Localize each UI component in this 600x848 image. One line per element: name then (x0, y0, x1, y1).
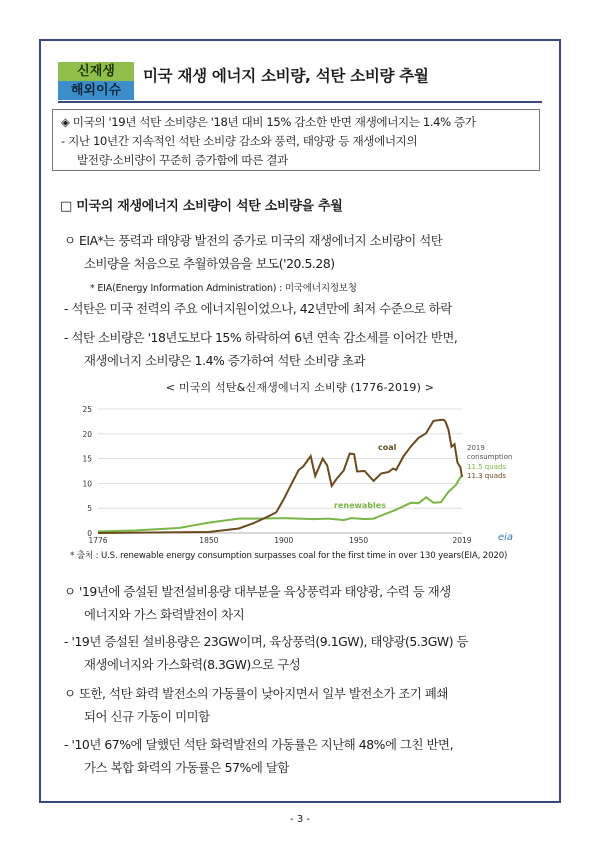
coal-series-line (98, 420, 462, 533)
year-2019-label: 2019 (467, 444, 485, 452)
summary-line-3: 발전량·소비량이 꾸준히 증가함에 따른 결과 (77, 153, 288, 167)
chart-source: * 출처 : U.S. renewable energy consumption surpasses coal for the first time in over 130 years(EIA, 2020) (70, 551, 508, 561)
page-title: 미국 재생 에너지 소비량, 석탄 소비량 추월 (143, 67, 429, 85)
y-tick-label: 15 (82, 454, 92, 464)
y-tick-label: 5 (87, 504, 92, 514)
footnote-eia: * EIA(Energy Information Administration) : 미국에너지정보청 (90, 283, 357, 294)
renewables-value-label: 11.5 quads (467, 463, 507, 471)
x-tick-label: 2019 (452, 536, 472, 545)
energy-consumption-chart (66, 397, 526, 547)
bullet-coal-drop-line-2: 재생에너지 소비량은 1.4% 증가하여 석탄 소비량 초과 (84, 353, 365, 368)
x-tick-label: 1900 (274, 536, 294, 545)
paragraph-3-line-2: 되어 신규 가동이 미미함 (84, 709, 210, 724)
y-tick-label: 20 (82, 429, 92, 439)
bullet-utilization-line-1: - '10년 67%에 달했던 석탄 화력발전의 가동률은 지난해 48%에 그친 반면, (64, 737, 454, 752)
section-heading: □ 미국의 재생에너지 소비량이 석탄 소비량을 추월 (60, 199, 343, 214)
y-tick-label: 25 (82, 405, 92, 414)
x-tick-label: 1950 (349, 536, 369, 545)
coal-value-label: 11.3 quads (467, 472, 507, 480)
bullet-capacity-line-2: 재생에너지와 가스화력(8.3GW)으로 구성 (84, 657, 301, 672)
paragraph-2-line-1: ㅇ '19년에 증설된 발전설비용량 대부분을 육상풍력과 태양광, 수력 등 재생 (64, 584, 451, 599)
summary-line-1: ◈ 미국의 '19년 석탄 소비량은 '18년 대비 15% 감소한 반면 재생에너지는 1.4% 증가 (61, 115, 476, 129)
bullet-utilization-line-2: 가스 복합 화력의 가동률은 57%에 달함 (84, 760, 289, 775)
coal-label: coal (378, 443, 397, 452)
category-badge (58, 62, 134, 100)
title-divider (58, 101, 542, 103)
paragraph-3-line-1: ㅇ 또한, 석탄 화력 발전소의 가동률이 낮아지면서 일부 발전소가 조기 폐쇄 (64, 686, 448, 701)
badge-top-label: 신재생 (58, 62, 134, 81)
badge-bottom-label: 해외이슈 (58, 81, 134, 100)
summary-line-2: - 지난 10년간 지속적인 석탄 소비량 감소와 풍력, 태양광 등 재생에너지의 (61, 134, 418, 148)
renewables-label: renewables (334, 501, 386, 510)
y-tick-label: 10 (82, 479, 92, 489)
chart-title: < 미국의 석탄&신재생에너지 소비량 (1776-2019) > (165, 381, 435, 394)
bullet-capacity-line-1: - '19년 증설된 설비용량은 23GW이며, 육상풍력(9.1GW), 태양광(5.3GW) 등 (64, 634, 469, 649)
bullet-coal-drop-line-1: - 석탄 소비량은 '18년도보다 15% 하락하여 6년 연속 감소세를 이어간 반면, (64, 330, 458, 345)
consumption-label: consumption (467, 453, 513, 461)
paragraph-1-line-2: 소비량을 처음으로 추월하였음을 보도('20.5.28) (84, 256, 335, 271)
bullet-coal-decline: - 석탄은 미국 전력의 주요 에너지원이었으나, 42년만에 최저 수준으로 하락 (64, 301, 452, 316)
page-number: - 3 - (290, 814, 310, 825)
x-tick-label: 1776 (88, 536, 108, 545)
paragraph-1-line-1: ㅇ EIA*는 풍력과 태양광 발전의 증가로 미국의 재생에너지 소비량이 석탄 (64, 233, 443, 248)
eia-logo: eia (498, 532, 514, 543)
x-tick-label: 1850 (199, 536, 219, 545)
paragraph-2-line-2: 에너지와 가스 화력발전이 차지 (84, 607, 245, 622)
y-tick-label: 0 (87, 529, 92, 538)
summary-box (52, 109, 540, 171)
